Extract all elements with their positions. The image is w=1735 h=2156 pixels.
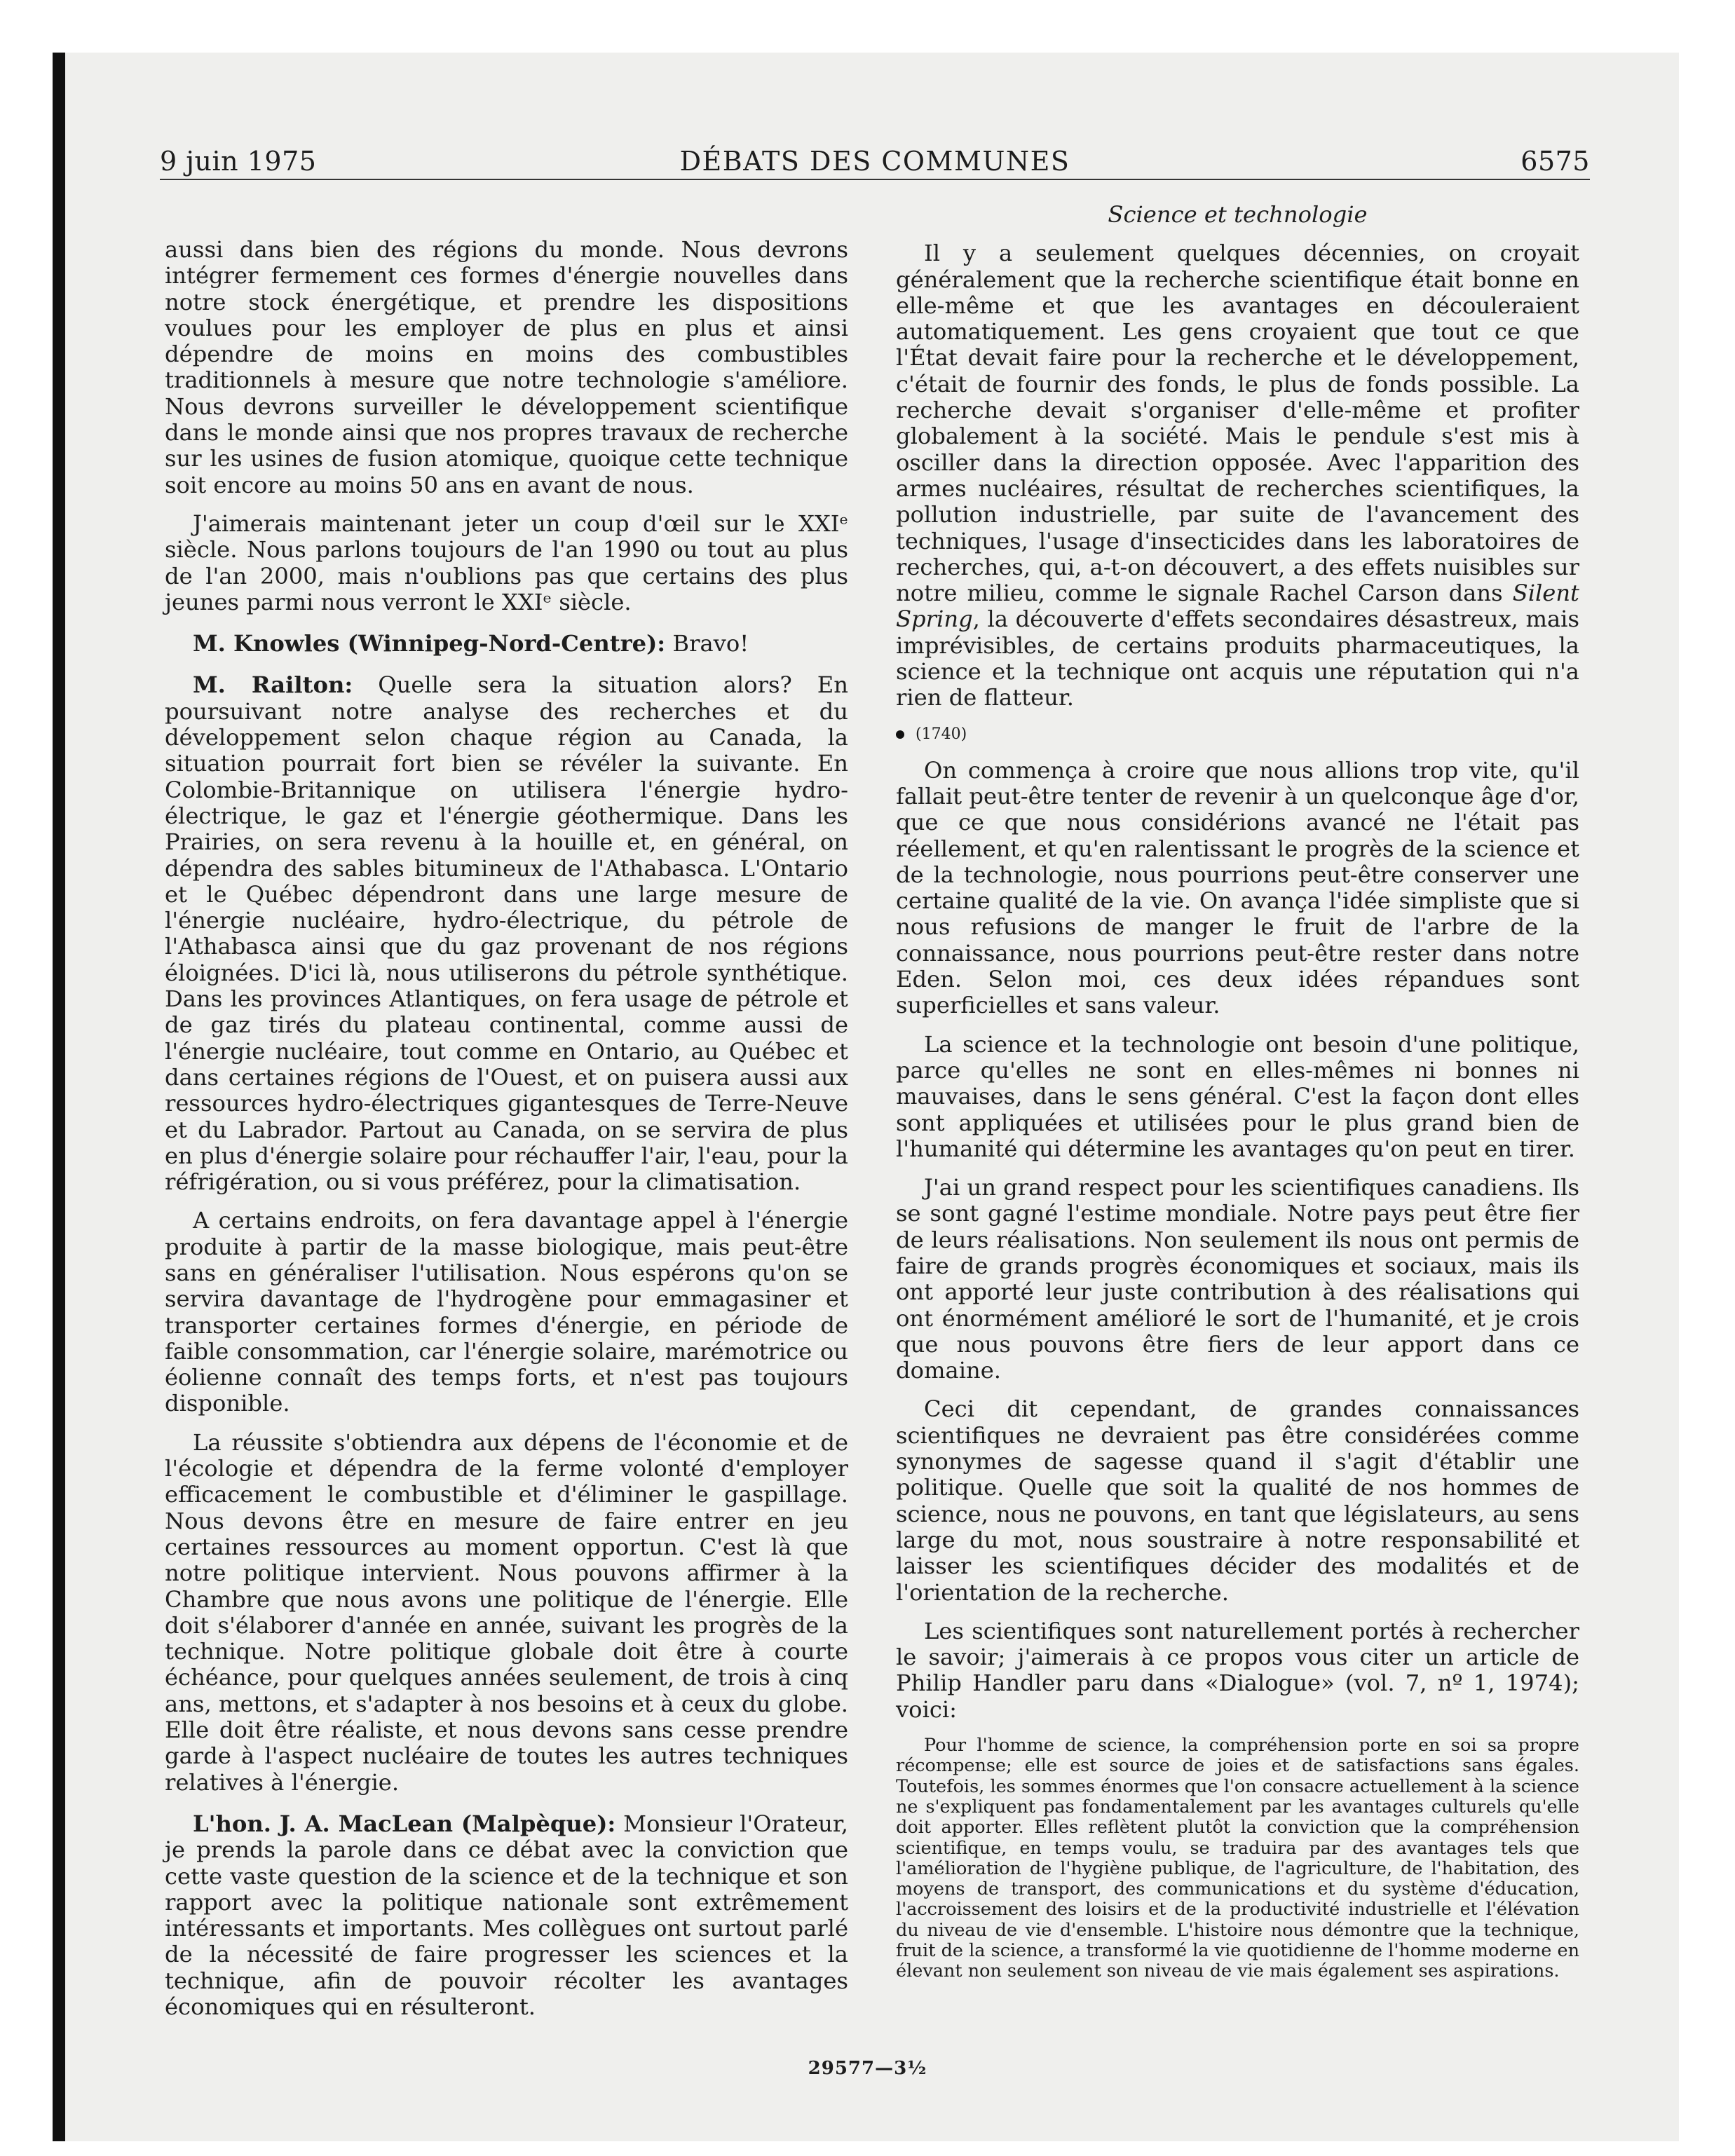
paragraph: La science et la technologie ont besoin d'une politique, parce qu'elles ne sont en elles-mêmes ni bonnes ni mauvaises, dans le sens général. C'est la façon dont elles sont appliquées et utilisées pour le plus grand bien de l'humanité qui détermine les avantages qu'on peut en tirer. xyxy=(896,1030,1579,1162)
footer-code: 29577—3½ xyxy=(808,2058,927,2079)
paragraph: Les scientifiques sont naturellement portés à rechercher le savoir; j'aimerais à ce propos vous citer un article de Philip Handler paru dans «Dialogue» (vol. 7, nº 1, 1974); voici: xyxy=(896,1617,1579,1723)
book-title: Silent Spring xyxy=(896,580,1579,633)
speaker-name: M. Knowles (Winnipeg-Nord-Centre): xyxy=(193,630,666,657)
paragraph: aussi dans bien des régions du monde. Nous devrons intégrer fermement ces formes d'énergie nouvelles dans notre stock énergétique, et prendre les dispositions voulues pour les employer de plus en plus et ainsi dépendre de moins en moins des combustibles traditionnels à mesure que notre technologie s'améliore. Nous devrons surveiller le développement scientifique dans le monde ainsi que nos propres travaux de recherche sur les usines de fusion atomique, quoique cette technique soit encore au moins 50 ans en avant de nous. xyxy=(165,236,848,498)
header-title: DÉBATS DES COMMUNES xyxy=(679,146,1070,177)
bullet-dot-icon xyxy=(896,730,904,739)
speaker-paragraph xyxy=(165,1811,848,2020)
page-header xyxy=(160,146,1590,182)
paragraph xyxy=(896,240,1579,711)
speaker-paragraph xyxy=(165,631,848,657)
speaker-name: M. Railton: xyxy=(193,671,353,699)
speech-text: Bravo! xyxy=(665,630,749,657)
right-column xyxy=(896,202,1579,1995)
paragraph: A certains endroits, on fera davantage appel à l'énergie produite à partir de la masse biologique, mais peut-être sans en généraliser l'utilisation. Nous espérons qu'on se servira davantage de l'hydrogène pour emmagasiner et transporter certaines formes d'énergie, en période de faible consommation, car l'énergie solaire, marémotrice ou éolienne connaît des temps forts, et n'est pas toujours disponible. xyxy=(165,1207,848,1417)
paragraph: J'ai un grand respect pour les scientifiques canadiens. Ils se sont gagné l'estime mondiale. Notre pays peut être fier de leurs réalisations. Non seulement ils nous ont permis de faire de grands progrès économiques et sociaux, mais ils ont apporté leur juste contribution à des réalisations qui ont énormément amélioré le sort de l'humanité, et je crois que nous pouvons être fiers de leur apport dans ce domaine. xyxy=(896,1174,1579,1384)
header-date: 9 juin 1975 xyxy=(160,146,317,177)
paragraph: Ceci dit cependant, de grandes connaissances scientifiques ne devraient pas être considérées comme synonymes de sagesse quand il s'agit d'établir une politique. Quelle que soit la qualité de nos hommes de science, nous ne pouvons, en tant que législateurs, au sens large du mot, nous soustraire à notre responsabilité et laisser les scientifiques décider des modalités et de l'orientation de la recherche. xyxy=(896,1396,1579,1606)
time-marker xyxy=(896,724,1579,745)
speaker-name: L'hon. J. A. MacLean (Malpèque): xyxy=(193,1810,616,1837)
scan-edge-bar xyxy=(53,53,65,2141)
block-quote: Pour l'homme de science, la compréhension porte en soi sa propre récompense; elle est source de joies et de satisfactions sans égales. Toutefois, les sommes énormes que l'on consacre actuellement à la science ne s'expliquent pas fondamentalement par les avantages culturels qu'elle doit apporter. Elles reflètent plutôt la conviction que la compréhension scientifique, en temps voulu, se traduira par des avantages tels que l'amélioration de l'hygiène publique, de l'agriculture, de l'habitation, des moyens de transport, des communications et du système d'éducation, l'accroissement des loisirs et de la productivité industrielle et l'élévation du niveau de vie d'ensemble. L'histoire nous démontre que la technique, fruit de la science, a transformé la vie quotidienne de l'homme moderne en élevant non seulement son niveau de vie mais également ses aspirations. xyxy=(896,1735,1579,1982)
time-marker-text: (1740) xyxy=(916,725,967,743)
speech-text: Quelle sera la situation alors? En poursuivant notre analyse des recherches et du développement selon chaque région au Canada, la situation pourrait fort bien se révéler la suivante. En Colombie-Britannique on utilisera l'énergie hydro-électrique, le gaz et l'énergie géothermique. Dans les Prairies, on sera revenu à la houille et, en général, on dépendra des sables bitumineux de l'Athabasca. L'Ontario et le Québec dépendront dans une large mesure de l'énergie nucléaire, hydro-électrique, du pétrole de l'Athabasca ainsi que du gaz provenant de nos régions éloignées. D'ici là, nous utiliserons du pétrole synthétique. Dans les provinces Atlantiques, on fera usage de pétrole et de gaz tirés du plateau continental, comme aussi de l'énergie nucléaire, tout comme en Ontario, au Québec et dans certaines régions de l'Ouest, et on puisera aussi aux ressources hydro-électriques gigantesques de Terre-Neuve et du Labrador. Partout au Canada, on se servira de plus en plus d'énergie solaire pour réchauffer l'air, l'eau, pour la réfrigération, ou si vous préférez, pour la climatisation. xyxy=(165,671,848,1196)
speech-text: Monsieur l'Orateur, je prends la parole dans ce débat avec la conviction que cette vaste question de la science et de la technique et son rapport avec la politique nationale sont extrêmement intéressants et importants. Mes collègues ont surtout parlé de la nécessité de faire progresser les sciences et la technique, afin de pouvoir récolter les avantages économiques qui en résulteront. xyxy=(165,1810,848,2020)
header-rule xyxy=(160,179,1590,180)
left-column xyxy=(165,237,848,2033)
paragraph: On commença à croire que nous allions trop vite, qu'il fallait peut-être tenter de revenir à un quelconque âge d'or, que ce que nous considérions avancé ne l'était pas réellement, et qu'en ralentissant le progrès de la science et de la technologie, nous pourrions peut-être conserver une certaine qualité de la vie. On avança l'idée simpliste que si nous refusions de manger le fruit de l'arbre de la connaissance, nous pourrions peut-être rester dans notre Eden. Selon moi, ces deux idées répandues sont superficielles et sans valeur. xyxy=(896,756,1579,1019)
paragraph-text: , la découverte d'effets secondaires désastreux, mais imprévisibles, de certains produits pharmaceutiques, la science et la technique ont acquis une réputation qui n'a rien de flatteur. xyxy=(896,606,1579,711)
section-title: Science et technologie xyxy=(1108,201,1368,228)
paragraph: La réussite s'obtiendra aux dépens de l'économie et de l'écologie et dépendra de la ferme volonté d'employer efficacement le combustible et d'éliminer le gaspillage. Nous devons être en mesure de faire entrer en jeu certaines ressources au moment opportun. C'est là que notre politique intervient. Nous pouvons affirmer à la Chambre que nous avons une politique de l'énergie. Elle doit s'élaborer d'année en année, suivant les progrès de la technique. Notre politique globale doit être à courte échéance, pour quelques années seulement, de trois à cinq ans, mettons, et s'adapter à nos besoins et à ceux du globe. Elle doit être réaliste, et nous devons sans cesse prendre garde à l'aspect nucléaire de toutes les autres techniques relatives à l'énergie. xyxy=(165,1428,848,1796)
paragraph: J'aimerais maintenant jeter un coup d'œil sur le XXIᵉ siècle. Nous parlons toujours de l'an 1990 ou tout au plus de l'an 2000, mais n'oublions pas que certains des plus jeunes parmi nous verront le XXIᵉ siècle. xyxy=(165,510,848,615)
header-page-number: 6575 xyxy=(1520,146,1590,177)
speaker-paragraph xyxy=(165,672,848,1195)
paragraph-text: Il y a seulement quelques décennies, on croyait généralement que la recherche scientifique était bonne en elle-même et que les avantages en découleraient automatiquement. Les gens croyaient que tout ce que l'État devait faire pour la recherche et le développement, c'était de fournir des fonds, le plus de fonds possible. La recherche devait s'organiser d'elle-même et profiter globalement à la société. Mais le pendule s'est mis à osciller dans la direction opposée. Avec l'apparition des armes nucléaires, résultat de recherches scientifiques, la pollution industrielle, par suite de l'avancement des techniques, l'usage d'insecticides dans les laboratoires de recherches, qui, a-t-on découvert, a des effets nuisibles sur notre milieu, comme le signale Rachel Carson dans xyxy=(896,240,1579,607)
